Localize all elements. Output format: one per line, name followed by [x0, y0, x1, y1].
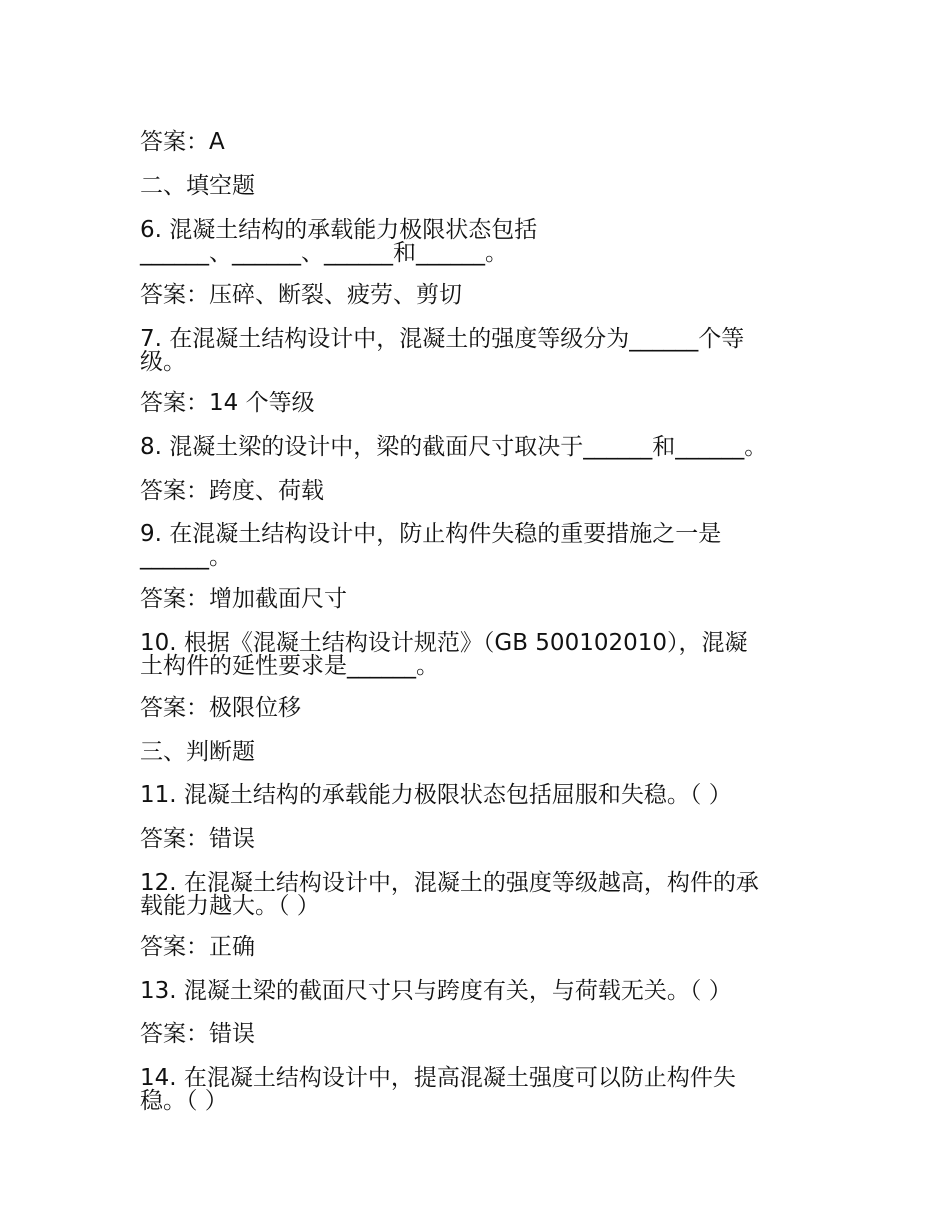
- question-9: 9. 在混凝土结构设计中，防止构件失稳的重要措施之一是: [140, 521, 722, 547]
- question-14-cont: 稳。（ ）: [140, 1088, 228, 1114]
- question-9-cont: ______。: [140, 544, 232, 570]
- question-11: 11. 混凝土结构的承载能力极限状态包括屈服和失稳。（ ）: [140, 782, 732, 808]
- question-12-cont: 载能力越大。（ ）: [140, 893, 320, 919]
- section-heading-true-false: 三、判断题: [140, 739, 255, 765]
- question-6-cont: ______、______、______和______。: [140, 240, 508, 266]
- question-6: 6. 混凝土结构的承载能力极限状态包括: [140, 217, 538, 243]
- question-8: 8. 混凝土梁的设计中，梁的截面尺寸取决于______和______。: [140, 434, 768, 460]
- answer-line: 答案：错误: [140, 1021, 255, 1047]
- answer-line: 答案：14 个等级: [140, 390, 315, 416]
- question-10: 10. 根据《混凝土结构设计规范》（GB 500102010），混凝: [140, 630, 748, 656]
- answer-line: 答案：压碎、断裂、疲劳、剪切: [140, 282, 462, 308]
- question-7: 7. 在混凝土结构设计中，混凝土的强度等级分为______个等: [140, 326, 745, 352]
- answer-line: 答案：增加截面尺寸: [140, 586, 347, 612]
- answer-line: 答案：A: [140, 129, 225, 155]
- question-14: 14. 在混凝土结构设计中，提高混凝土强度可以防止构件失: [140, 1065, 736, 1091]
- answer-line: 答案：极限位移: [140, 695, 301, 721]
- question-13: 13. 混凝土梁的截面尺寸只与跨度有关，与荷载无关。（ ）: [140, 978, 732, 1004]
- question-10-cont: 土构件的延性要求是______。: [140, 653, 439, 679]
- answer-line: 答案：正确: [140, 934, 255, 960]
- question-12: 12. 在混凝土结构设计中，混凝土的强度等级越高，构件的承: [140, 870, 759, 896]
- question-7-cont: 级。: [140, 349, 186, 375]
- answer-line: 答案：错误: [140, 826, 255, 852]
- section-heading-fill-in: 二、填空题: [140, 173, 255, 199]
- answer-line: 答案：跨度、荷载: [140, 478, 324, 504]
